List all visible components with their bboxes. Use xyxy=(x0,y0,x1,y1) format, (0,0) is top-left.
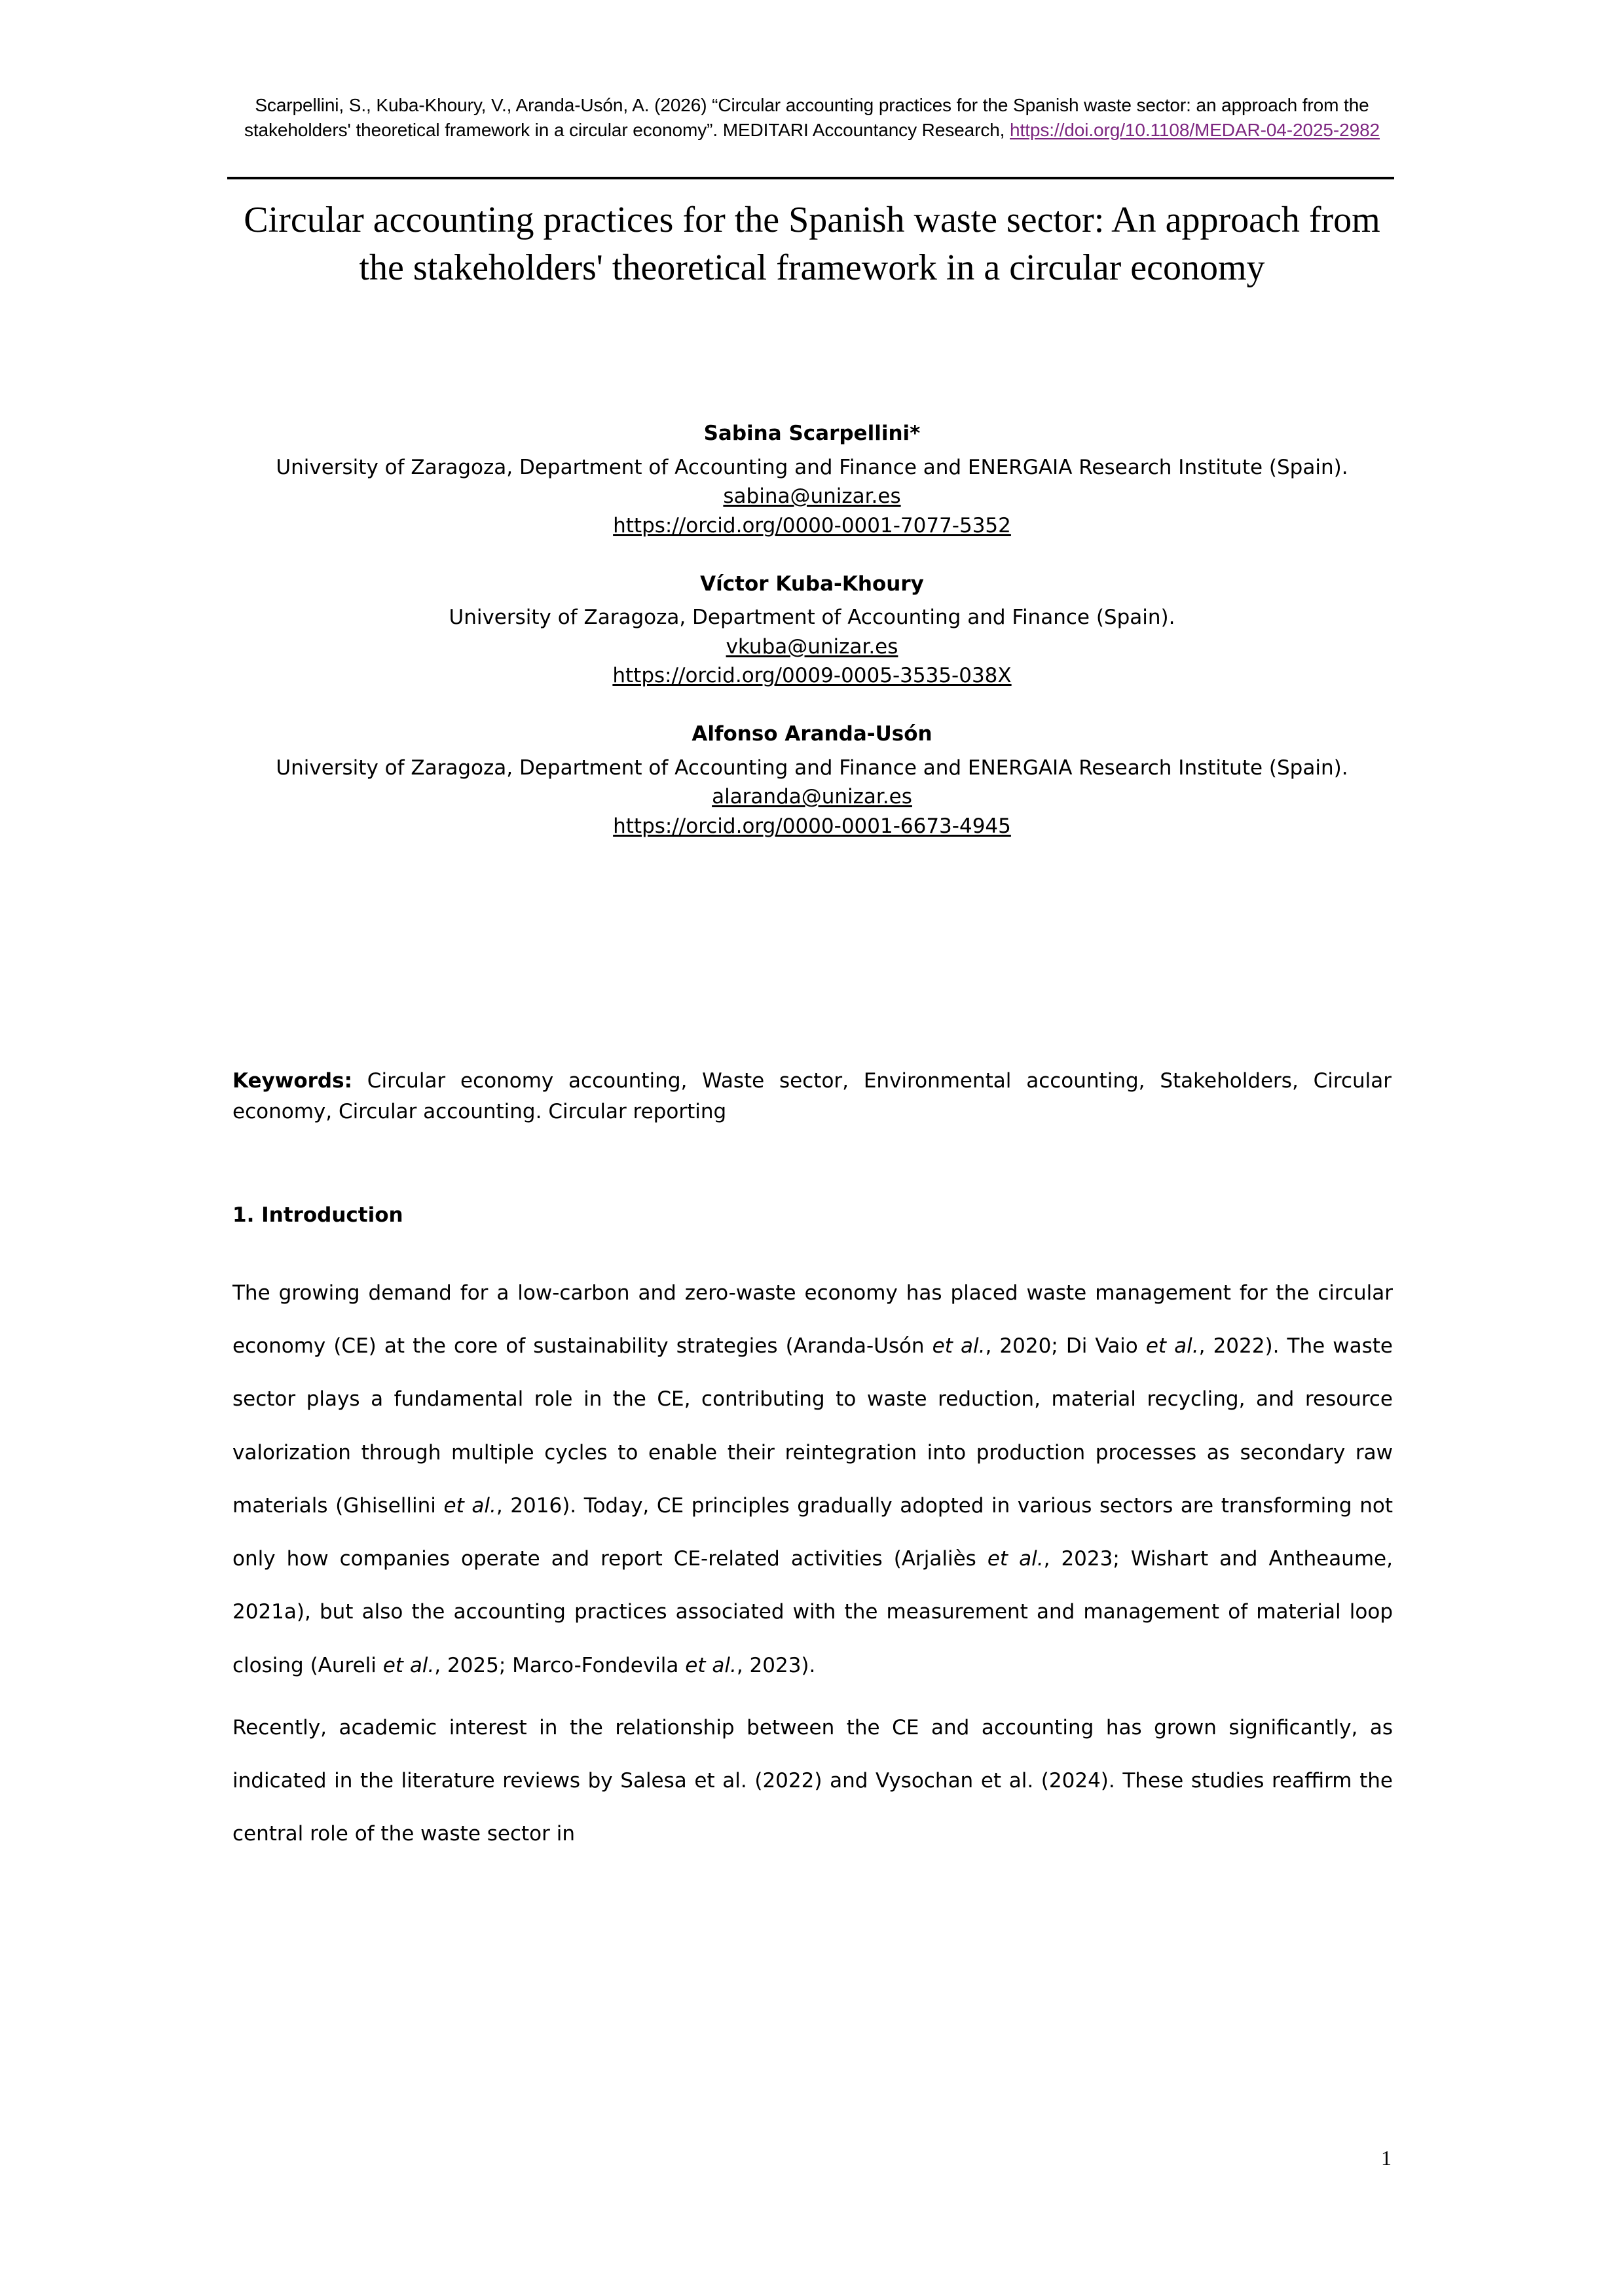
author-entry xyxy=(232,419,1392,541)
orcid-link[interactable]: https://orcid.org/0000-0001-6673-4945 xyxy=(613,814,1011,838)
author-orcid xyxy=(232,661,1392,691)
author-email-link[interactable]: alaranda@unizar.es xyxy=(712,785,912,809)
section-heading-introduction: 1. Introduction xyxy=(232,1203,403,1227)
keywords-block xyxy=(232,1066,1392,1127)
citation-italic: et al. xyxy=(685,1653,737,1677)
author-name: Alfonso Aranda-Usón xyxy=(692,722,932,746)
citation-italic: et al. xyxy=(987,1547,1044,1571)
citation-italic: et al. xyxy=(443,1493,496,1518)
text-run: , 2016). Today, CE principles gradually adopted in various sectors are transforming not only how companies operate and report CE-related activities (Arjaliès xyxy=(232,1493,1393,1571)
text-run: , 2020; Di Vaio xyxy=(985,1334,1146,1358)
text-run: , 2023). xyxy=(736,1653,816,1677)
citation-italic: et al. xyxy=(382,1653,435,1677)
text-run: , 2022). The waste sector plays a fundamental role in the CE, contributing to waste reduction, material recycling, and resource valorization through multiple cycles to enable their reintegration into production processes as secondary raw materials (Ghisellini xyxy=(232,1334,1393,1518)
keywords-value: Circular economy accounting, Waste sector, Environmental accounting, Stakeholders, Circular economy, Circular accounting. Circular reporting xyxy=(232,1069,1392,1124)
citation-italic: et al. xyxy=(1145,1334,1199,1358)
page-title: Circular accounting practices for the Spanish waste sector: An approach from the stakeholders' theoretical framework in a circular economy xyxy=(244,200,1380,288)
citation-text xyxy=(232,93,1392,142)
doi-link[interactable]: https://doi.org/10.1108/MEDAR-04-2025-2982 xyxy=(1010,119,1380,140)
affiliation-text: University of Zaragoza, Department of Accounting and Finance and ENERGAIA Research Institute (Spain). xyxy=(276,455,1348,479)
author-email xyxy=(232,632,1392,662)
author-affiliation: University of Zaragoza, Department of Accounting and Finance (Spain). xyxy=(449,606,1175,630)
orcid-link[interactable]: https://orcid.org/0000-0001-7077-5352 xyxy=(613,513,1011,538)
author-affiliation xyxy=(232,453,1392,511)
author-name: Víctor Kuba-Khoury xyxy=(700,572,924,596)
author-block xyxy=(232,419,1392,841)
header-divider-rule xyxy=(227,177,1394,179)
author-entry xyxy=(232,570,1392,691)
citation-italic: et al. xyxy=(932,1334,986,1358)
author-name: Sabina Scarpellini* xyxy=(703,422,921,445)
text-run: , 2025; Marco-Fondevila xyxy=(434,1653,686,1677)
paragraph xyxy=(232,1267,1393,1692)
author-orcid xyxy=(232,511,1392,541)
citation-body: Scarpellini, S., Kuba-Khoury, V., Aranda-Usón, A. (2026) “Circular accounting practices for the Spanish waste sector: an approach from the stakeholders' theoretical framework in a circular economy”. MEDITARI Accountancy Research, xyxy=(244,95,1369,140)
text-run: , 2023; Wishart and Antheaume, 2021a), but also the accounting practices associated with the measurement and management of material loop closing (Aureli xyxy=(232,1547,1393,1677)
body-text xyxy=(232,1267,1393,1861)
keywords-label: Keywords: xyxy=(232,1069,352,1093)
author-orcid xyxy=(232,812,1392,841)
author-affiliation xyxy=(232,754,1392,812)
affiliation-text: University of Zaragoza, Department of Accounting and Finance and ENERGAIA Research Institute (Spain). xyxy=(276,756,1348,780)
running-header xyxy=(232,93,1392,142)
page-number: 1 xyxy=(1381,2146,1392,2170)
author-entry xyxy=(232,720,1392,841)
text-run: The growing demand for a low-carbon and zero-waste economy has placed waste management for the circular economy (CE) at the core of sustainability strategies (Aranda-Usón xyxy=(232,1281,1393,1358)
orcid-link[interactable]: https://orcid.org/0009-0005-3535-038X xyxy=(612,664,1012,688)
text-run: Recently, academic interest in the relationship between the CE and accounting has grown significantly, as indicated in the literature reviews by Salesa et al. (2022) and Vysochan et al. (2024). These studies reaffirm the central role of the waste sector in xyxy=(232,1715,1393,1846)
paragraph xyxy=(232,1702,1393,1861)
author-email-link[interactable]: vkuba@unizar.es xyxy=(726,634,898,659)
author-email-link[interactable]: sabina@unizar.es xyxy=(723,484,901,509)
